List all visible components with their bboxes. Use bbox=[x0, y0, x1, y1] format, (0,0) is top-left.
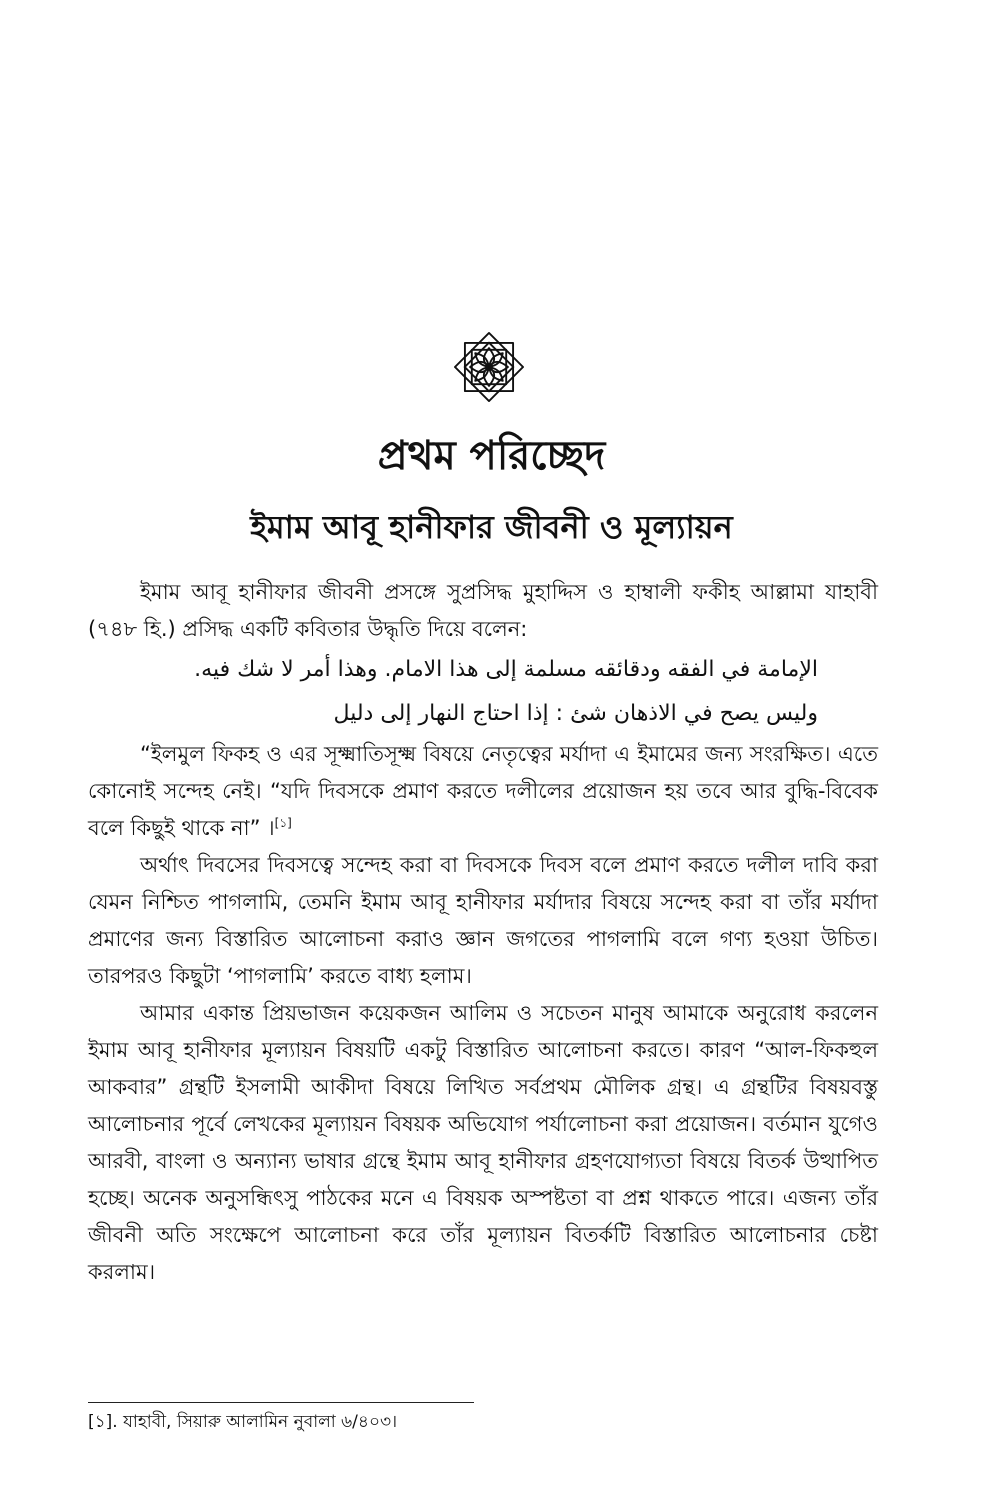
footnote bbox=[88, 1408, 878, 1436]
paragraph-motivation: আমার একান্ত প্রিয়ভাজন কয়েকজন আলিম ও সচেতন মানুষ আমাকে অনুরোধ করলেন ইমাম আবূ হানীফার মূল্যায়ন বিষয়টি একটু বিস্তারিত আলোচনা করতে। কারণ “আল-ফিকহুল আকবার” গ্রন্থটি ইসলামী আকীদা বিষয়ে লিখিত সর্বপ্রথম মৌলিক গ্রন্থ। এ গ্রন্থটির বিষয়বস্তু আলোচনার পূর্বে লেখকের মূল্যায়ন বিষয়ক অভিযোগ পর্যালোচনা করা প্রয়োজন। বর্তমান যুগেও আরবী, বাংলা ও অন্যান্য ভাষার গ্রন্থে ইমাম আবূ হানীফার গ্রহণযোগ্যতা বিষয়ে বিতর্ক উত্থাপিত হচ্ছে। অনেক অনুসন্ধিৎসু পাঠকের মনে এ বিষয়ক অস্পষ্টতা বা প্রশ্ন থাকতে পারে। এজন্য তাঁর জীবনী অতি সংক্ষেপে আলোচনা করে তাঁর মূল্যায়ন বিতর্কটি বিস্তারিত আলোচনার চেষ্টা করলাম। bbox=[88, 1001, 878, 1284]
arabic-verse-line-1: الإمامة في الفقه ودقائقه مسلمة إلى هذا الامام. وهذا أمر لا شك فيه. bbox=[194, 657, 818, 682]
chapter-subtitle: ইমাম আবূ হানীফার জীবনী ও মূল্যায়ন bbox=[250, 508, 733, 546]
paragraph-intro: ইমাম আবূ হানীফার জীবনী প্রসঙ্গে সুপ্রসিদ্ধ মুহাদ্দিস ও হাম্বালী ফকীহ আল্লামা যাহাবী (৭৪৮ হি.) প্রসিদ্ধ একটি কবিতার উদ্ধৃতি দিয়ে বলেন: bbox=[88, 580, 878, 641]
body-text bbox=[88, 574, 878, 1291]
translation-text: “ইলমুল ফিকহ ও এর সূক্ষ্মাতিসূক্ষ্ম বিষয়ে নেতৃত্বের মর্যাদা এ ইমামের জন্য সংরক্ষিত। এতে কোনোই সন্দেহ নেই। “যদি দিবসকে প্রমাণ করতে দলীলের প্রয়োজন হয় তবে আর বুদ্ধি-বিবেক বলে কিছুই থাকে না” । bbox=[88, 742, 878, 840]
footnote-ref[interactable]: [১] bbox=[274, 816, 292, 830]
footnote-marker: [১]. bbox=[88, 1412, 118, 1432]
footnote-divider bbox=[88, 1402, 474, 1403]
floral-knot-icon bbox=[446, 324, 532, 410]
chapter-title: প্রথম পরিচ্ছেদ bbox=[377, 433, 606, 479]
footnote-text: যাহাবী, সিয়ারু আলামিন নুবালা ৬/৪০৩। bbox=[123, 1412, 398, 1432]
arabic-verse-line-2: وليس يصح في الاذهان شئ : إذا احتاج النهار إلى دليل bbox=[333, 701, 818, 726]
paragraph-translation bbox=[88, 736, 878, 847]
paragraph-explanation: অর্থাৎ দিবসের দিবসত্বে সন্দেহ করা বা দিবসকে দিবস বলে প্রমাণ করতে দলীল দাবি করা যেমন নিশ্চিত পাগলামি, তেমনি ইমাম আবূ হানীফার মর্যাদার বিষয়ে সন্দেহ করা বা তাঁর মর্যাদা প্রমাণের জন্য বিস্তারিত আলোচনা করাও জ্ঞান জগতের পাগলামি বলে গণ্য হওয়া উচিত। তারপরও কিছুটা ‘পাগলামি’ করতে বাধ্য হলাম। bbox=[88, 853, 878, 988]
